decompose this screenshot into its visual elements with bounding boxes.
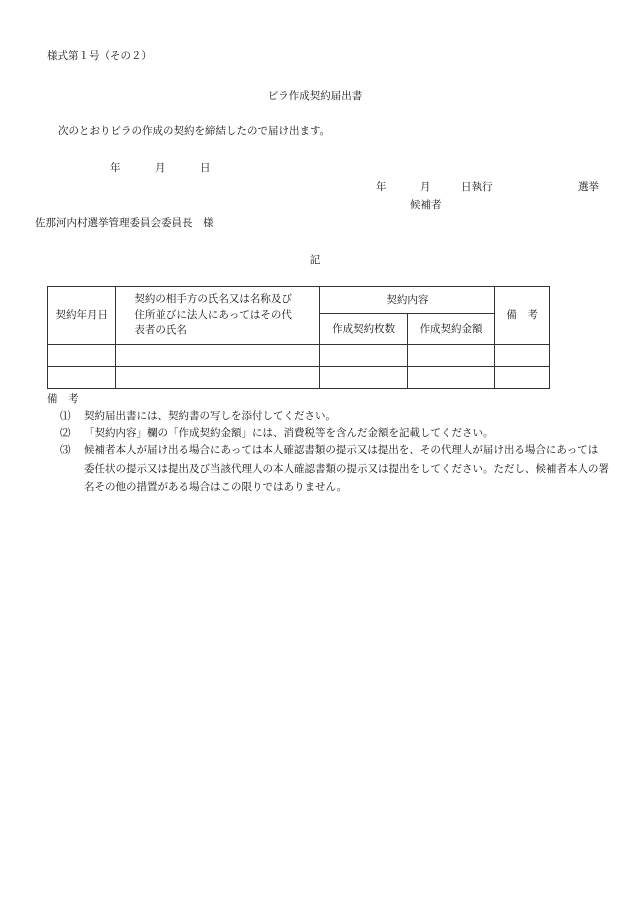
document-title: ビラ作成契約届出書 (267, 90, 363, 102)
note-text: 契約届出書には、契約書の写しを添付してください。 (84, 410, 336, 422)
cell-date[interactable] (48, 345, 116, 367)
header-contract-party-line: 表者の氏名 (134, 324, 187, 337)
note-text: 候補者本人が届け出る場合にあっては本人確認書類の提示又は提出を、その代理人が届け出る場合にあっては (84, 444, 599, 456)
cell-date[interactable] (48, 367, 116, 389)
note-number: ⑵ (60, 427, 71, 439)
header-contract-party-line: 住所並びに法人にあってはその代 (134, 308, 292, 321)
cell-party[interactable] (116, 367, 320, 389)
cell-amount[interactable] (407, 345, 494, 367)
addressee: 佐那河内村選挙管理委員会委員長 様 (35, 217, 214, 229)
ki-heading: 記 (309, 254, 321, 266)
header-contract-count: 作成契約枚数 (320, 314, 407, 345)
header-remarks: 備 考 (495, 287, 550, 345)
submission-month-label: 月 (155, 162, 166, 174)
note-text-continuation: 名その他の措置がある場合はこの限りではありません。 (84, 481, 348, 493)
election-name-label: 選挙 (578, 181, 599, 193)
note-text: 「契約内容」欄の「作成契約金額」には、消費税等を含んだ金額を記載してください。 (84, 427, 494, 439)
table-row (48, 367, 550, 389)
cell-party[interactable] (116, 345, 320, 367)
cell-remarks[interactable] (495, 367, 550, 389)
cell-amount[interactable] (407, 367, 494, 389)
submission-day-label: 日 (200, 162, 211, 174)
contract-table (47, 286, 550, 389)
form-number: 様式第１号（その２） (47, 50, 152, 62)
header-contract-date: 契約年月日 (48, 287, 116, 345)
header-contract-amount: 作成契約金額 (407, 314, 494, 345)
election-month-label: 月 (420, 181, 431, 193)
header-contract-party (116, 287, 320, 345)
cell-remarks[interactable] (495, 345, 550, 367)
header-contract-party-line: 契約の相手方の氏名又は名称及び (134, 292, 292, 305)
cell-count[interactable] (320, 367, 407, 389)
cell-count[interactable] (320, 345, 407, 367)
note-number: ⑴ (60, 410, 71, 422)
note-text-continuation: 委任状の提示又は提出及び当該代理人の本人確認書類の提示又は提出をしてください。ただし、候補者本人の署 (84, 463, 609, 475)
election-year-label: 年 (376, 181, 387, 193)
election-day-exec-label: 日執行 (461, 181, 493, 193)
submission-year-label: 年 (110, 162, 121, 174)
intro-text: 次のとおりビラの作成の契約を締結したので届け出ます。 (58, 125, 331, 137)
note-number: ⑶ (60, 444, 71, 456)
table-row (48, 345, 550, 367)
notes-title: 備 考 (47, 393, 79, 405)
candidate-label: 候補者 (410, 199, 442, 211)
header-contract-content: 契約内容 (320, 287, 495, 314)
